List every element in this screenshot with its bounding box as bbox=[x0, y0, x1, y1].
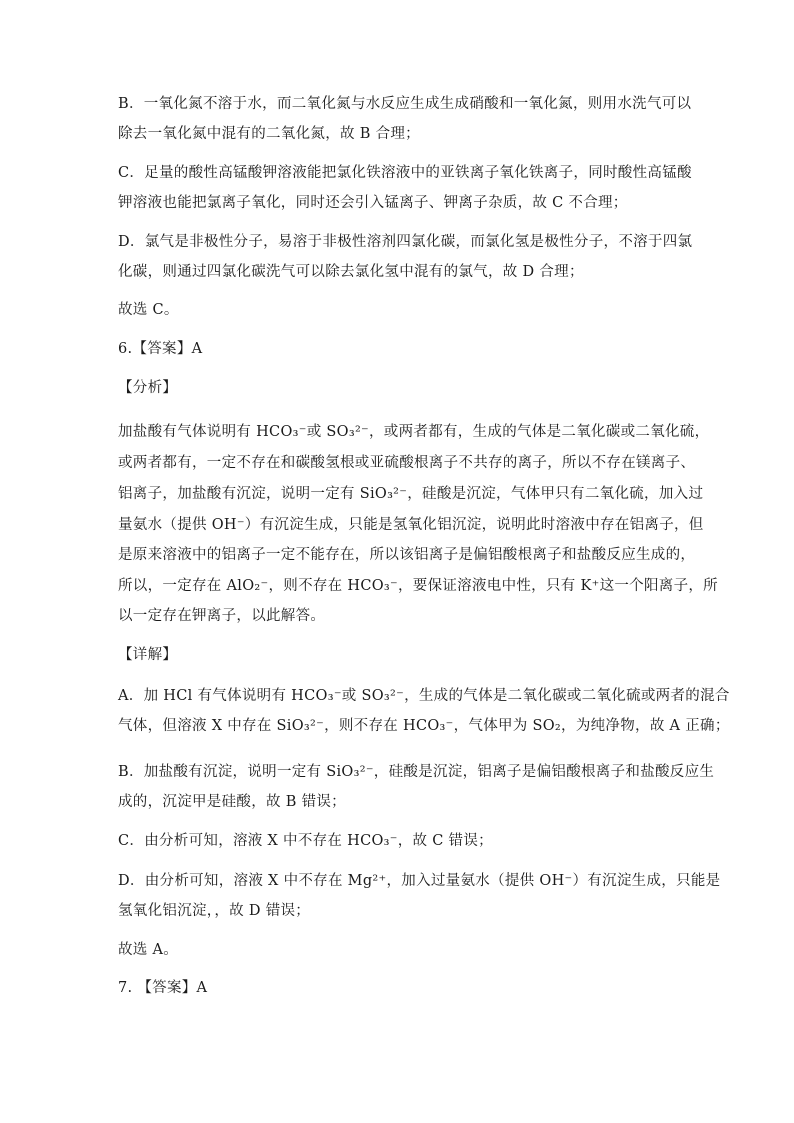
text-line: 所以，一定存在 AlO₂⁻，则不存在 HCO₃⁻，要保证溶液电中性，只有 K⁺这一个阳离子，所 bbox=[118, 578, 718, 594]
analysis-heading: 【分析】 bbox=[118, 380, 178, 396]
detail-heading: 【详解】 bbox=[118, 647, 178, 663]
text-line: A．加 HCl 有气体说明有 HCO₃⁻或 SO₃²⁻，生成的气体是二氧化碳或二氧化硫或两者的混合 bbox=[118, 688, 730, 704]
answer-heading-7: 7. 【答案】A bbox=[118, 980, 208, 996]
text-line: 氢氧化铝沉淀，，故 D 错误； bbox=[118, 903, 311, 919]
text-line: 除去一氧化氮中混有的二氧化氮，故 B 合理； bbox=[118, 126, 420, 142]
text-line: 铝离子，加盐酸有沉淀，说明一定有 SiO₃²⁻，硅酸是沉淀，气体甲只有二氧化硫，加入过 bbox=[118, 486, 704, 502]
conclusion-line: 故选 A。 bbox=[118, 942, 179, 958]
text-line: 化碳，则通过四氯化碳洗气可以除去氯化氢中混有的氯气，故 D 合理； bbox=[118, 264, 584, 280]
text-line: 气体，但溶液 X 中存在 SiO₃²⁻，则不存在 HCO₃⁻，气体甲为 SO₂，为纯净物，故 A 正确； bbox=[118, 718, 730, 734]
text-line: B．加盐酸有沉淀，说明一定有 SiO₃²⁻，硅酸是沉淀，铝离子是偏铝酸根离子和盐酸反应生 bbox=[118, 764, 715, 780]
text-line: 钾溶液也能把氯离子氧化，同时还会引入锰离子、钾离子杂质，故 C 不合理； bbox=[118, 195, 628, 211]
text-line: 是原来溶液中的铝离子一定不能存在，所以该铝离子是偏铝酸根离子和盐酸反应生成的， bbox=[118, 547, 696, 563]
text-line: 以一定存在钾离子，以此解答。 bbox=[118, 608, 326, 624]
answer-heading-6: 6.【答案】A bbox=[118, 341, 203, 357]
text-line: D．由分析可知，溶液 X 中不存在 Mg²⁺，加入过量氨水（提供 OH⁻）有沉淀生成，只能是 bbox=[118, 873, 721, 889]
text-line: 量氨水（提供 OH⁻）有沉淀生成，只能是氢氧化铝沉淀，说明此时溶液中存在铝离子，但 bbox=[118, 517, 704, 533]
text-line: 或两者都有，一定不存在和碳酸氢根或亚硫酸根离子不共存的离子，所以不存在镁离子、 bbox=[118, 455, 696, 471]
text-line: B．一氧化氮不溶于水，而二氧化氮与水反应生成生成硝酸和一氧化氮，则用水洗气可以 bbox=[118, 96, 692, 112]
conclusion-line: 故选 C。 bbox=[118, 302, 179, 318]
text-line: D．氯气是非极性分子，易溶于非极性溶剂四氯化碳，而氯化氢是极性分子，不溶于四氯 bbox=[118, 234, 693, 250]
text-line: C．由分析可知，溶液 X 中不存在 HCO₃⁻，故 C 错误； bbox=[118, 833, 493, 849]
text-line: 成的，沉淀甲是硅酸，故 B 错误； bbox=[118, 794, 346, 810]
text-line: C．足量的酸性高锰酸钾溶液能把氯化铁溶液中的亚铁离子氧化铁离子，同时酸性高锰酸 bbox=[118, 165, 692, 181]
text-line: 加盐酸有气体说明有 HCO₃⁻或 SO₃²⁻，或两者都有，生成的气体是二氧化碳或二氧化硫， bbox=[118, 424, 710, 440]
